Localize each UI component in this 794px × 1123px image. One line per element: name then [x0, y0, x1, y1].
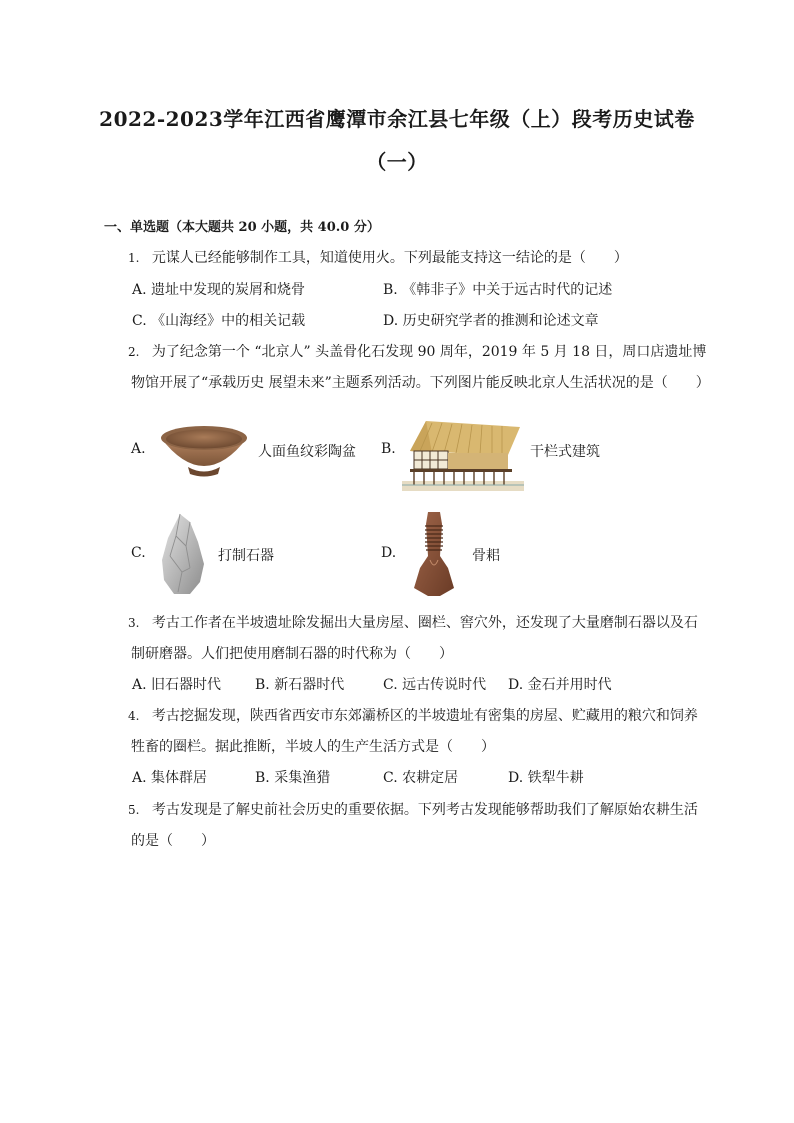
question-number: 2. [128, 345, 140, 359]
question-text: 考古工作者在半坡遗址除发掘出大量房屋、圈栏、窖穴外，还发现了大量磨制石器以及石 [151, 615, 698, 631]
question-text: 考古挖掘发现，陕西省西安市东郊灞桥区的半坡遗址有密集的房屋、贮藏用的粮穴和饲养 [151, 708, 698, 724]
stilt-house-image [402, 413, 524, 491]
option-d: D. 铁犁牛耕 [508, 770, 584, 786]
question-number: 3. [128, 616, 140, 630]
question-text-cont: 牲畜的圈栏。据此推断，半坡人的生产生活方式是（ ） [131, 739, 495, 755]
option-a: A. 旧石器时代 [132, 677, 222, 693]
exam-title: 2022-2023学年江西省鹰潭市余江县七年级（上）段考历史试卷 [99, 107, 695, 131]
question-text: 考古发现是了解史前社会历史的重要依据。下列考古发现能够帮助我们了解原始农耕生活 [151, 802, 698, 818]
question-number: 1. [128, 251, 140, 265]
pottery-bowl-image [158, 422, 250, 480]
question-text-cont: 物馆开展了“承载历史 展望未来”主题系列活动。下列图片能反映北京人生活状况的是（ ） [131, 375, 710, 391]
option-c: C. 农耕定居 [383, 770, 459, 786]
question-text-cont: 的是（ ） [131, 833, 215, 849]
section-heading: 一、单选题（本大题共 20 小题，共 40.0 分） [104, 220, 380, 235]
option-d-label: D. [381, 545, 397, 561]
option-d: D. 金石并用时代 [508, 677, 612, 693]
question-number: 5. [128, 803, 140, 817]
question-text-cont: 制研磨器。人们把使用磨制石器的时代称为（ ） [131, 646, 453, 662]
bone-spade-image [410, 510, 458, 598]
question-number: 4. [128, 709, 140, 723]
option-c: C. 《山海经》中的相关记载 [132, 313, 306, 329]
option-b-label: B. [381, 441, 396, 457]
option-a-label: A. [131, 441, 146, 457]
option-b: B. 采集渔猎 [255, 770, 331, 786]
option-d-caption: 骨耜 [472, 548, 500, 564]
option-c: C. 远古传说时代 [383, 677, 487, 693]
option-a-caption: 人面鱼纹彩陶盆 [258, 444, 356, 460]
stone-tool-image [160, 512, 206, 596]
option-b: B. 新石器时代 [255, 677, 345, 693]
option-a: A. 集体群居 [132, 770, 208, 786]
option-a: A. 遗址中发现的炭屑和烧骨 [132, 282, 306, 298]
exam-title-part: （一） [366, 150, 428, 174]
option-b-caption: 干栏式建筑 [530, 444, 600, 460]
question-text: 为了纪念第一个 “北京人” 头盖骨化石发现 90 周年，2019 年 5 月 18 日，周口店遗址博 [151, 344, 707, 360]
option-b: B. 《韩非子》中关于远古时代的记述 [383, 282, 613, 298]
option-c-caption: 打制石器 [218, 548, 274, 564]
option-d: D. 历史研究学者的推测和论述文章 [383, 313, 599, 329]
question-text: 元谋人已经能够制作工具，知道使用火。下列最能支持这一结论的是（ ） [151, 250, 628, 266]
option-c-label: C. [131, 545, 146, 561]
